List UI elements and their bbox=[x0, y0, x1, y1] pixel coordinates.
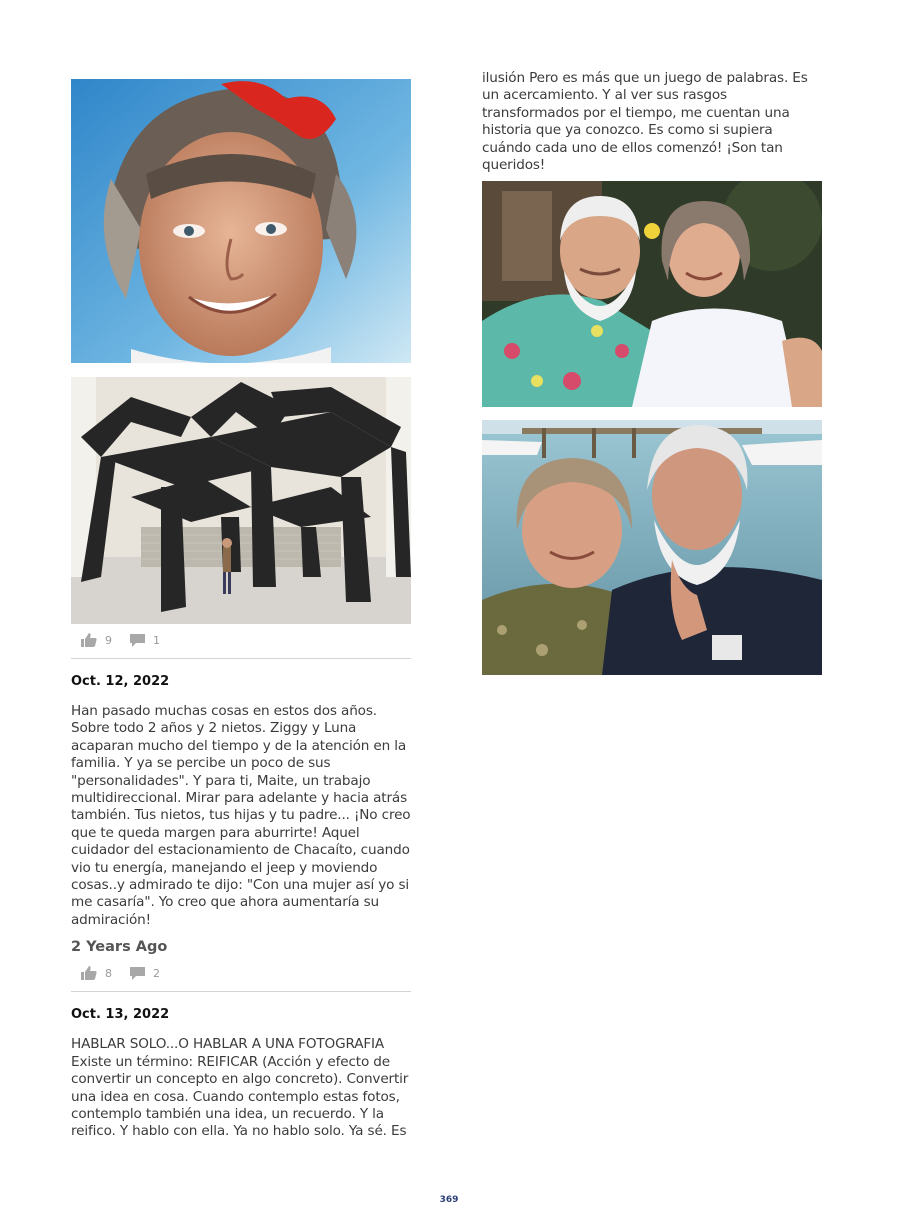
couple-marina-image bbox=[482, 420, 822, 675]
portrait-woman-image bbox=[71, 79, 411, 363]
divider bbox=[71, 991, 411, 992]
continued-text: ilusión Pero es más que un juego de palabras. Es un acercamiento. Y al ver sus rasgos transformados por el tiempo, me cuentan una historia que ya conozco. Es como si supiera cuándo cada uno de ellos comenzó! ¡Son tan queridos! bbox=[482, 70, 808, 174]
likes-count: 9 bbox=[105, 633, 112, 647]
likes-count: 8 bbox=[105, 966, 112, 980]
photo-couple-marina[interactable] bbox=[482, 420, 822, 675]
page-number: 369 bbox=[439, 1195, 459, 1205]
sculpture-image bbox=[71, 377, 411, 624]
reactions-post-2 bbox=[71, 957, 411, 989]
post-text: Han pasado muchas cosas en estos dos años. Sobre todo 2 años y 2 nietos. Ziggy y Luna acaparan mucho del tiempo y de la atención en la familia. Y ya se percibe un poco de sus "personalidades". Y para ti, Maite, un trabajo multidireccional. Mirar para adelante y hacia atrás también. Tus nietos, tus hijas y tu padre... ¡No creo que te queda margen para aburrirte! Aquel cuidador del estacionamiento de Chacaíto, cuando vio tu energía, manejando el jeep y moviendo cosas..y admirado te dijo: "Con una mujer así yo si me casaría". Yo creo que ahora aumentaría su admiración! bbox=[71, 703, 411, 928]
post-text bbox=[71, 1036, 411, 1140]
post-date: Oct. 13, 2022 bbox=[71, 1007, 170, 1023]
comments-count: 2 bbox=[153, 966, 160, 980]
photo-sculpture[interactable] bbox=[71, 377, 411, 624]
thumbs-up-icon[interactable] bbox=[81, 633, 97, 647]
comments-count: 1 bbox=[153, 633, 160, 647]
right-column bbox=[482, 70, 822, 675]
post-date: Oct. 12, 2022 bbox=[71, 674, 170, 689]
reactions-post-1 bbox=[71, 624, 411, 656]
comment-icon[interactable] bbox=[130, 634, 145, 647]
post-text-body: Existe un término: REIFICAR (Acción y efecto de convertir un concepto en algo concreto). Convertir una idea en cosa. Cuando contemplo estas fotos, contemplo también una idea, un recuerdo. Y la reifico. Y hablo con ella. Ya no hablo solo. Ya sé. Es bbox=[71, 1053, 409, 1140]
post-text-heading: HABLAR SOLO...O HABLAR A UNA FOTOGRAFIA bbox=[71, 1036, 385, 1053]
post-age: 2 Years Ago bbox=[71, 939, 168, 956]
comment-icon[interactable] bbox=[130, 967, 145, 980]
divider bbox=[71, 658, 411, 659]
thumbs-up-icon[interactable] bbox=[81, 966, 97, 980]
couple-garden-image bbox=[482, 181, 822, 407]
left-column bbox=[71, 79, 411, 1141]
photo-couple-garden[interactable] bbox=[482, 181, 822, 407]
photo-portrait-woman[interactable] bbox=[71, 79, 411, 363]
